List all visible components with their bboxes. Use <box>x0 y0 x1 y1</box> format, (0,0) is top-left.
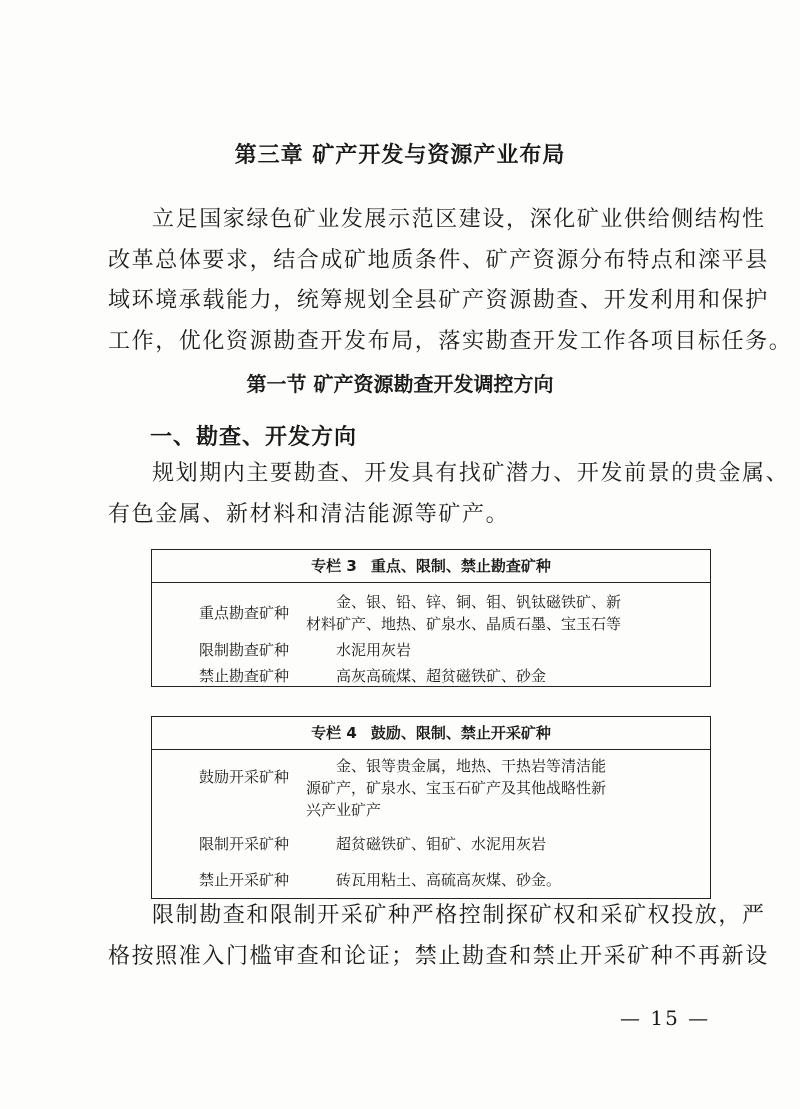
chapter-title: 第三章 矿产开发与资源产业布局 <box>234 143 566 168</box>
row-value: 超贫磁铁矿、钼矿、水泥用灰岩 <box>336 835 547 853</box>
value-line: 金、银等贵金属，地热、干热岩等清洁能 <box>336 757 607 775</box>
row-value <box>306 755 710 821</box>
paragraph-line: 限制勘查和限制开采矿种严格控制探矿权和采矿权投放，严 <box>152 903 766 928</box>
row-value: 高灰高硫煤、超贫磁铁矿、砂金 <box>336 667 547 685</box>
box-4-number: 专栏 4 <box>311 724 357 742</box>
value-line: 金、银、铅、锌、铜、钼、钒钛磁铁矿、新 <box>336 593 622 611</box>
row-label: 限制开采矿种 <box>198 835 289 853</box>
table-row <box>152 639 710 661</box>
paragraph-line: 规划期内主要勘查、开发具有找矿潜力、开发前景的贵金属、 <box>152 461 790 486</box>
table-row <box>152 833 710 855</box>
table-row <box>152 869 710 891</box>
table-row <box>152 755 710 821</box>
row-label: 重点勘查矿种 <box>198 604 289 622</box>
subsection-title: 一、勘查、开发方向 <box>150 425 358 450</box>
box-4-title <box>152 717 710 750</box>
section-title: 第一节 矿产资源勘查开发调控方向 <box>246 372 554 396</box>
page-number: — 15 — <box>620 1006 711 1030</box>
paragraph-line: 域环境承载能力，统筹规划全县矿产资源勘查、开发利用和保护 <box>108 288 769 313</box>
value-line: 兴产业矿产 <box>306 801 382 819</box>
direction-paragraph <box>108 454 790 535</box>
box-3-exploration-minerals <box>151 549 711 687</box>
row-value <box>306 591 710 635</box>
box-4-mining-minerals <box>151 716 711 899</box>
value-line: 源矿产，矿泉水、宝玉石矿产及其他战略性新 <box>306 779 607 797</box>
intro-paragraph <box>108 200 793 362</box>
box-3-title <box>152 550 710 583</box>
paragraph-line: 有色金属、新材料和清洁能源等矿产。 <box>108 501 510 527</box>
table-row <box>152 591 710 635</box>
paragraph-line: 改革总体要求，结合成矿地质条件、矿产资源分布特点和滦平县 <box>108 247 769 273</box>
row-value: 砖瓦用粘土、高硫高灰煤、砂金。 <box>336 871 562 889</box>
row-value: 水泥用灰岩 <box>336 641 412 659</box>
table-row <box>152 665 710 687</box>
paragraph-line: 工作，优化资源勘查开发布局，落实勘查开发工作各项目标任务。 <box>108 328 793 354</box>
closing-paragraph <box>108 896 769 977</box>
paragraph-line: 立足国家绿色矿业发展示范区建设，深化矿业供给侧结构性 <box>152 207 766 232</box>
row-label: 禁止开采矿种 <box>198 871 289 889</box>
box-3-number: 专栏 3 <box>311 557 357 575</box>
value-line: 材料矿产、地热、矿泉水、晶质石墨、宝玉石等 <box>306 615 622 633</box>
box-4-title-text: 鼓励、限制、禁止开采矿种 <box>370 724 551 742</box>
row-label: 鼓励开采矿种 <box>198 768 289 786</box>
row-label: 限制勘查矿种 <box>198 641 289 659</box>
box-3-title-text: 重点、限制、禁止勘查矿种 <box>370 557 551 575</box>
row-label: 禁止勘查矿种 <box>198 667 289 685</box>
paragraph-line: 格按照准入门槛审查和论证；禁止勘查和禁止开采矿种不再新设 <box>108 943 769 969</box>
